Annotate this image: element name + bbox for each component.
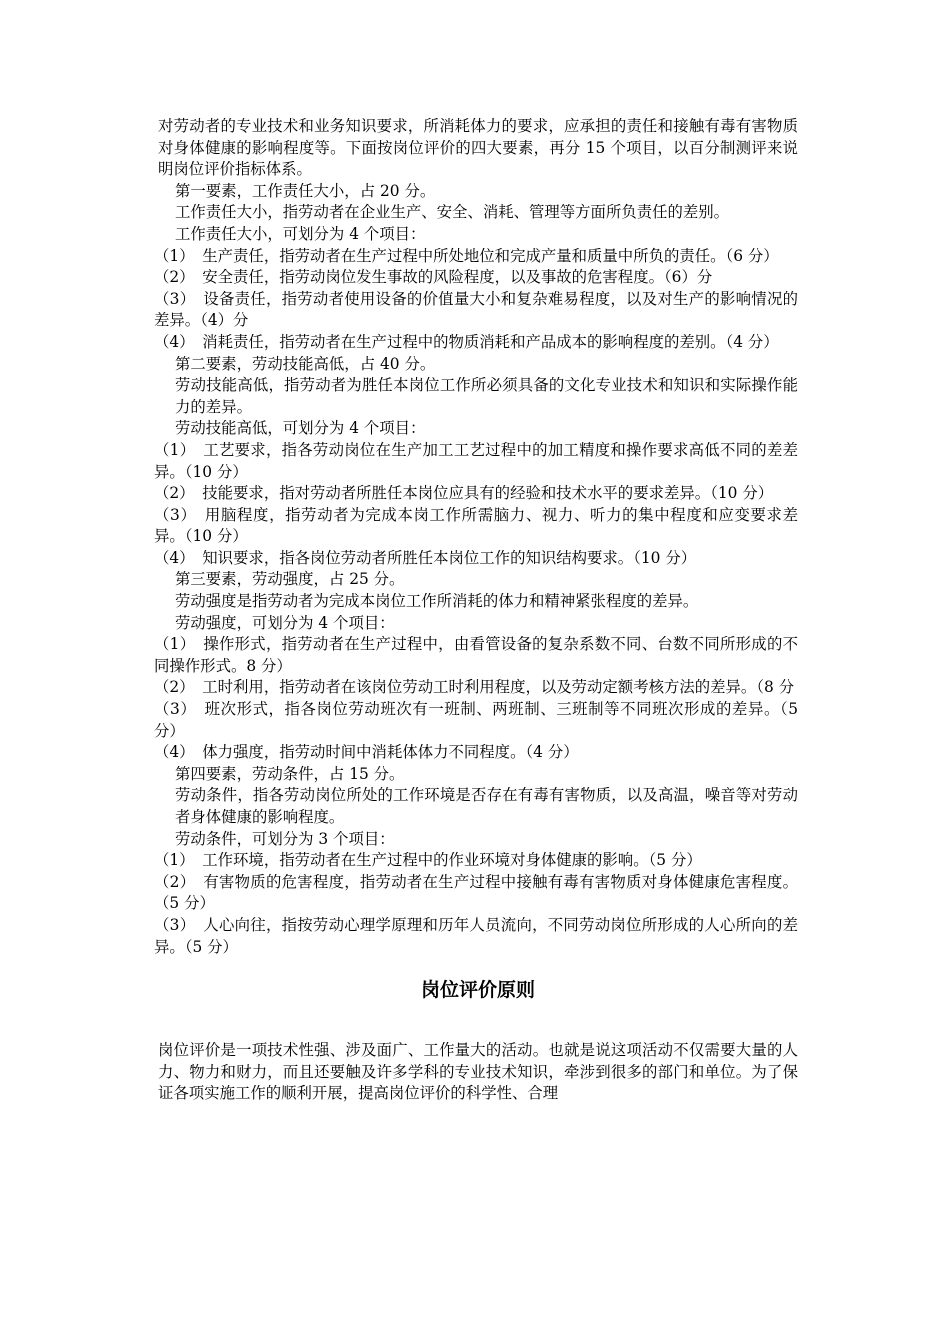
paragraph: 劳动强度是指劳动者为完成本岗位工作所消耗的体力和精神紧张程度的差异。 (175, 592, 699, 611)
paragraph: 工作责任大小，可划分为 4 个项目： (175, 224, 426, 243)
list-item: （3） 班次形式，指各岗位劳动班次有一班制、两班制、三班制等不同班次形成的差异。（5 分） (154, 700, 798, 740)
factor-heading: 第三要素，劳动强度，占 25 分。 (175, 570, 405, 589)
list-item: （1） 工作环境，指劳动者在生产过程中的作业环境对身体健康的影响。（5 分） (154, 851, 702, 870)
paragraph: 劳动技能高低，可划分为 4 个项目： (175, 419, 426, 438)
document-body (154, 116, 798, 1105)
factor-heading: 第二要素，劳动技能高低，占 40 分。 (175, 354, 436, 373)
list-item: （3） 用脑程度，指劳动者为完成本岗工作所需脑力、视力、听力的集中程度和应变要求差异。（10 分） (154, 505, 798, 546)
paragraph: 岗位评价是一项技术性强、涉及面广、工作量大的活动。也就是说这项活动不仅需要大量的人力、物力和财力，而且还要触及许多学科的专业技术知识，牵涉到很多的部门和单位。为了保证各项实施工作的顺利开展，提高岗位评价的科学性、合理 (158, 1041, 798, 1103)
paragraph: 劳动条件，可划分为 3 个项目： (175, 829, 395, 848)
list-item: （1） 操作形式，指劳动者在生产过程中，由看管设备的复杂系数不同、台数不同所形成的不同操作形式。8 分） (154, 635, 798, 675)
paragraph: 劳动技能高低，指劳动者为胜任本岗位工作所必须具备的文化专业技术和知识和实际操作能力的差异。 (175, 376, 798, 416)
list-item: （2） 安全责任，指劳动岗位发生事故的风险程度，以及事故的危害程度。（6）分 (154, 268, 713, 287)
list-item: （2） 技能要求，指对劳动者所胜任本岗位应具有的经验和技术水平的要求差异。（10 分） (154, 484, 774, 503)
paragraph: 劳动强度，可划分为 4 个项目： (175, 613, 395, 632)
paragraph: 工作责任大小，指劳动者在企业生产、安全、消耗、管理等方面所负责任的差别。 (175, 203, 730, 222)
list-item: （2） 有害物质的危害程度，指劳动者在生产过程中接触有毒有害物质对身体健康危害程度。（5 分） (154, 872, 798, 913)
list-item: （4） 消耗责任，指劳动者在生产过程中的物质消耗和产品成本的影响程度的差别。（4 分） (154, 332, 779, 351)
list-item: （1） 工艺要求，指各劳动岗位在生产加工工艺过程中的加工精度和操作要求高低不同的差差异。（10 分） (154, 440, 798, 481)
list-item: （4） 体力强度，指劳动时间中消耗体体力不同程度。（4 分） (154, 743, 579, 762)
list-item: （1） 生产责任，指劳动者在生产过程中所处地位和完成产量和质量中所负的责任。（6 分） (154, 246, 779, 265)
list-item: （3） 人心向往，指按劳动心理学原理和历年人员流向，不同劳动岗位所形成的人心所向的差异。（5 分） (154, 915, 798, 956)
factor-heading: 第四要素，劳动条件，占 15 分。 (175, 764, 405, 783)
factor-heading: 第一要素，工作责任大小，占 20 分。 (175, 181, 436, 200)
paragraph: 对劳动者的专业技术和业务知识要求，所消耗体力的要求，应承担的责任和接触有毒有害物质对身体健康的影响程度等。下面按岗位评价的四大要素，再分 15 个项目，以百分制测评来说明岗位评价指标体系。 (158, 117, 798, 179)
section-heading: 岗位评价原则 (420, 979, 535, 1002)
list-item: （3） 设备责任，指劳动者使用设备的价值量大小和复杂难易程度，以及对生产的影响情况的差异。（4）分 (154, 289, 798, 330)
list-item: （2） 工时利用，指劳动者在该岗位劳动工时利用程度，以及劳动定额考核方法的差异。（8 分 (154, 678, 795, 697)
list-item: （4） 知识要求，指各岗位劳动者所胜任本岗位工作的知识结构要求。（10 分） (154, 548, 697, 567)
paragraph: 劳动条件，指各劳动岗位所处的工作环境是否存在有毒有害物质，以及高温，噪音等对劳动者身体健康的影响程度。 (175, 786, 798, 826)
